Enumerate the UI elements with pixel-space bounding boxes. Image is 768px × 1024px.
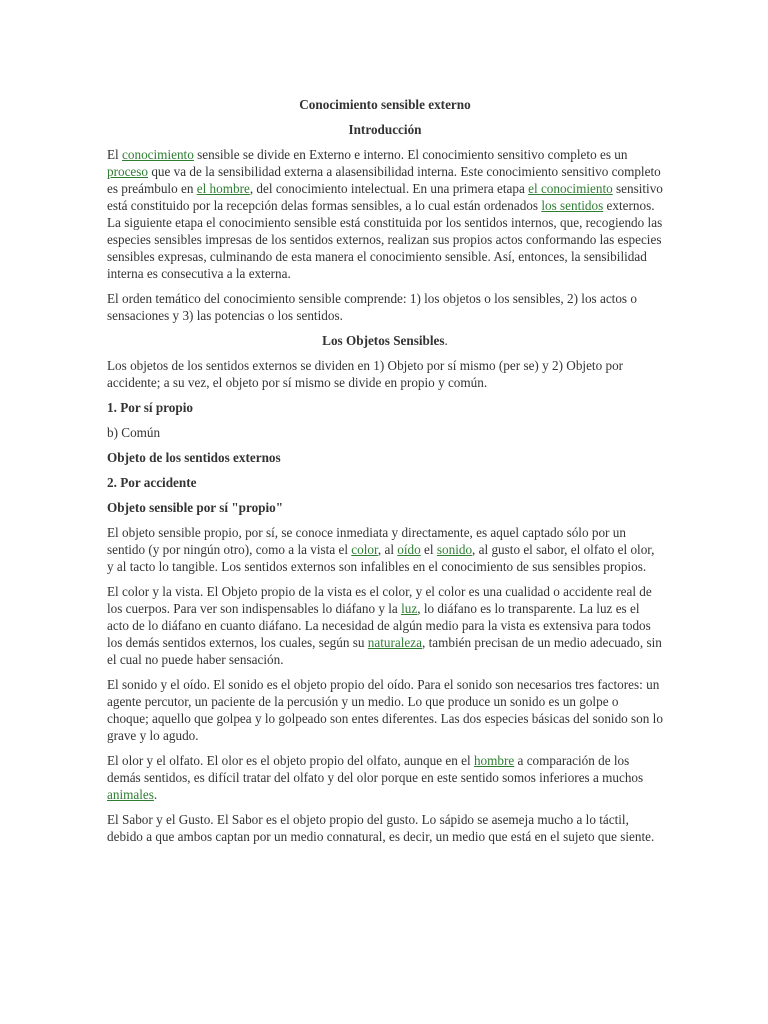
paragraph-color-vista: El color y la vista. El Objeto propio de la vista es el color, y el color es una cualidad o accidente real de los cuerpos. Para ver son indispensables lo diáfano y la luz, lo diáfano es lo transparente. La luz es el acto de lo diáfano en cuanto diáfano. La necesidad de algún medio para la vista es extensiva para todos los demás sentidos externos, los cuales, según su naturaleza, también precisan de un medio adecuado, sin el cual no puede haber sensación. — [107, 584, 662, 667]
section-heading-objetos: Los Objetos Sensibles. — [322, 333, 448, 348]
link-hombre[interactable]: hombre — [473, 753, 515, 768]
link-conocimiento[interactable]: conocimiento — [122, 147, 194, 162]
link-naturaleza[interactable]: naturaleza — [367, 635, 422, 650]
document-title: Conocimiento sensible externo — [299, 97, 471, 112]
heading-por-si-propio: 1. Por sí propio — [107, 400, 193, 415]
heading-objeto-sensible-propio: Objeto sensible por sí "propio" — [107, 500, 284, 515]
link-luz[interactable]: luz — [401, 601, 418, 616]
paragraph-olor-olfato: El olor y el olfato. El olor es el objeto propio del olfato, aunque en el hombre a comparación de los demás sentidos, es difícil tratar del olfato y del olor porque en este sentido somos inferiores a muchos animales. — [107, 753, 644, 802]
paragraph-intro: El conocimiento sensible se divide en Externo e interno. El conocimiento sensitivo completo es un proceso que va de la sensibilidad externa a alasensibilidad interna. Este conocimiento sensitivo completo es preámbulo en el hombre, del conocimiento intelectual. En una primera etapa el conocimiento sensitivo está constituido por la recepción delas formas sensibles, a lo cual están ordenados los sentidos externos. La siguiente etapa el conocimiento sensible está constituida por los sentidos internos, que, recogiendo las especies sensibles impresas de los sentidos externos, realizan sus propios actos conformando las especies sensibles expresas, culminando de esta manera el conocimiento sensible. Así, entonces, la sensibilidad interna es consecutiva a la externa. — [107, 147, 663, 281]
link-los-sentidos[interactable]: los sentidos — [541, 198, 604, 213]
link-el-hombre[interactable]: el hombre — [196, 181, 250, 196]
link-el-conocimiento[interactable]: el conocimiento — [528, 181, 613, 196]
heading-objeto-sentidos-externos: Objeto de los sentidos externos — [107, 450, 281, 465]
link-proceso[interactable]: proceso — [107, 164, 149, 179]
document-page — [107, 96, 663, 853]
paragraph-objetos: Los objetos de los sentidos externos se dividen en 1) Objeto por sí mismo (per se) y 2) Objeto por accidente; a su vez, el objeto por sí mismo se divide en propio y común. — [107, 358, 624, 390]
section-heading-introduccion: Introducción — [348, 122, 422, 137]
paragraph-comun: b) Común — [107, 425, 161, 440]
link-animales[interactable]: animales — [107, 787, 154, 802]
heading-por-accidente: 2. Por accidente — [107, 475, 197, 490]
link-sonido[interactable]: sonido — [436, 542, 473, 557]
paragraph-objeto-propio: El objeto sensible propio, por sí, se conoce inmediata y directamente, es aquel captado sólo por un sentido (y por ningún otro), como a la vista el color, al oído el sonido, al gusto el sabor, el olfato el olor, y al tacto lo tangible. Los sentidos externos son infalibles en el conocimiento de sus sensibles propios. — [107, 525, 655, 574]
paragraph-sonido-oido: El sonido y el oído. El sonido es el objeto propio del oído. Para el sonido son necesarios tres factores: un agente percutor, un paciente de la percusión y un medio. Lo que produce un sonido es un golpe o choque; aquello que golpea y lo golpeado son entes diferentes. Las dos especies básicas del sonido son lo grave y lo agudo. — [107, 677, 663, 743]
paragraph-orden-tematico: El orden temático del conocimiento sensible comprende: 1) los objetos o los sensibles, 2) los actos o sensaciones y 3) las potencias o los sentidos. — [107, 291, 637, 323]
link-oido[interactable]: oído — [397, 542, 421, 557]
link-color[interactable]: color — [351, 542, 378, 557]
paragraph-sabor-gusto: El Sabor y el Gusto. El Sabor es el objeto propio del gusto. Lo sápido se asemeja mucho a lo táctil, debido a que ambos captan por un medio connatural, es decir, un medio que está en el sujeto que siente. — [107, 812, 655, 844]
